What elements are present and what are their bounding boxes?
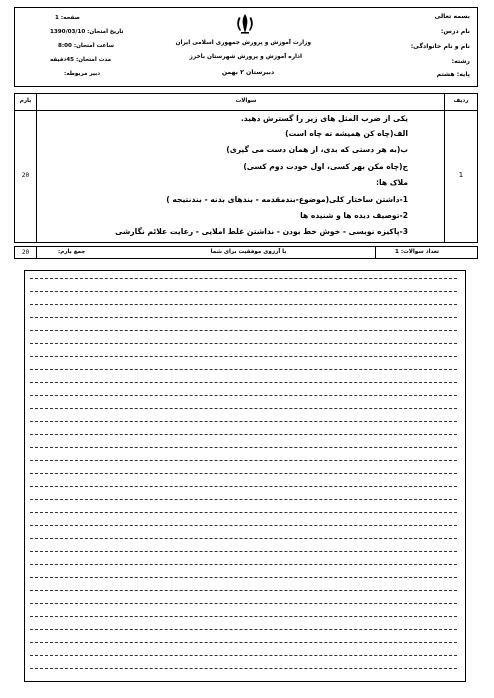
answer-line: [30, 577, 457, 578]
answer-line: [30, 291, 457, 292]
column-header-row: ردیف: [453, 98, 469, 104]
header-page: صفحه: 1: [55, 15, 80, 21]
footer-total-label: جمع بارم:: [58, 249, 86, 255]
header-office: اداره آموزش و پرورش شهرستان باخرز: [189, 54, 302, 60]
answer-line: [30, 447, 457, 448]
answer-line: [30, 512, 457, 513]
footer-divider-score: [36, 246, 37, 259]
iran-emblem-icon: [233, 12, 257, 36]
header-exam-date: تاریخ امتحان: 1390/03/10: [50, 29, 124, 35]
answer-line: [30, 590, 457, 591]
question-line: ج(چاه مکن بهر کسی، اول خودت دوم کسی): [243, 162, 408, 171]
footer-divider-count: [375, 246, 376, 259]
answer-line: [30, 629, 457, 630]
answer-line: [30, 304, 457, 305]
row-score: 20: [21, 172, 30, 179]
column-header-questions: سوالات: [235, 98, 257, 104]
answer-area: [24, 270, 466, 682]
question-line: الف(چاه کن همیشه ته چاه است): [285, 129, 408, 138]
answer-line: [30, 317, 457, 318]
header-school: دبیرستان ۲ بهمن: [221, 69, 275, 76]
footer-total: 20: [21, 249, 30, 256]
header-student-label: نام و نام خانوادگی:: [410, 43, 470, 50]
question-line: ب(به هر دستی که بدی، از همان دست می گیری): [226, 145, 408, 154]
header-ministry: وزارت آموزش و پرورش جمهوری اسلامی ایران: [175, 40, 311, 46]
question-line: یکی از ضرب المثل های زیر را گسترش دهید.: [240, 114, 408, 123]
answer-line: [30, 343, 457, 344]
answer-line: [30, 603, 457, 604]
answer-line: [30, 564, 457, 565]
answer-line: [30, 421, 457, 422]
answer-line: [30, 408, 457, 409]
header-subject-label: نام درس:: [440, 28, 470, 35]
column-header-score: بارم: [19, 98, 32, 104]
answer-line: [30, 486, 457, 487]
row-number: 1: [458, 171, 464, 179]
answer-line: [30, 551, 457, 552]
answer-line: [30, 395, 457, 396]
answer-line: [30, 369, 457, 370]
answer-line: [30, 382, 457, 383]
header-teacher: دبیر مربوطه:: [64, 71, 101, 77]
footer-count: تعداد سوالات: 1: [395, 249, 440, 255]
header-field-label: رشته:: [451, 58, 470, 65]
answer-line: [30, 278, 457, 279]
table-col-divider-row: [444, 93, 445, 243]
question-line: ملاک ها:: [375, 178, 408, 187]
header-duration: مدت امتحان: 45دقیقه: [50, 57, 112, 63]
answer-line: [30, 525, 457, 526]
answer-line: [30, 330, 457, 331]
table-header-divider: [14, 110, 478, 111]
answer-line: [30, 655, 457, 656]
header-exam-time: ساعت امتحان: 8:00: [58, 43, 114, 49]
footer-wish: با آرزوی موفقیت برای شما: [210, 249, 287, 255]
header-name-label: بسمه تعالی: [434, 13, 470, 20]
answer-line: [30, 616, 457, 617]
answer-line: [30, 434, 457, 435]
answer-line: [30, 668, 457, 669]
answer-line: [30, 473, 457, 474]
answer-line: [30, 499, 457, 500]
answer-line: [30, 356, 457, 357]
answer-line: [30, 642, 457, 643]
question-line: 2-توصیف دیده ها و شنیده ها: [300, 211, 408, 220]
table-col-divider-score: [36, 93, 37, 243]
answer-line: [30, 538, 457, 539]
answer-line: [30, 460, 457, 461]
question-line: 1-داشتن ساختار کلی(موضوع-بندمقدمه - بندهای بدنه - بندنتیجه ): [166, 195, 408, 204]
question-line: 3-پاکیزه نویسی - خوش خط بودن - نداشتن غلط املایی - رعایت علائم نگارشی: [115, 227, 408, 236]
header-grade-label: پایه: هشتم: [436, 71, 470, 78]
